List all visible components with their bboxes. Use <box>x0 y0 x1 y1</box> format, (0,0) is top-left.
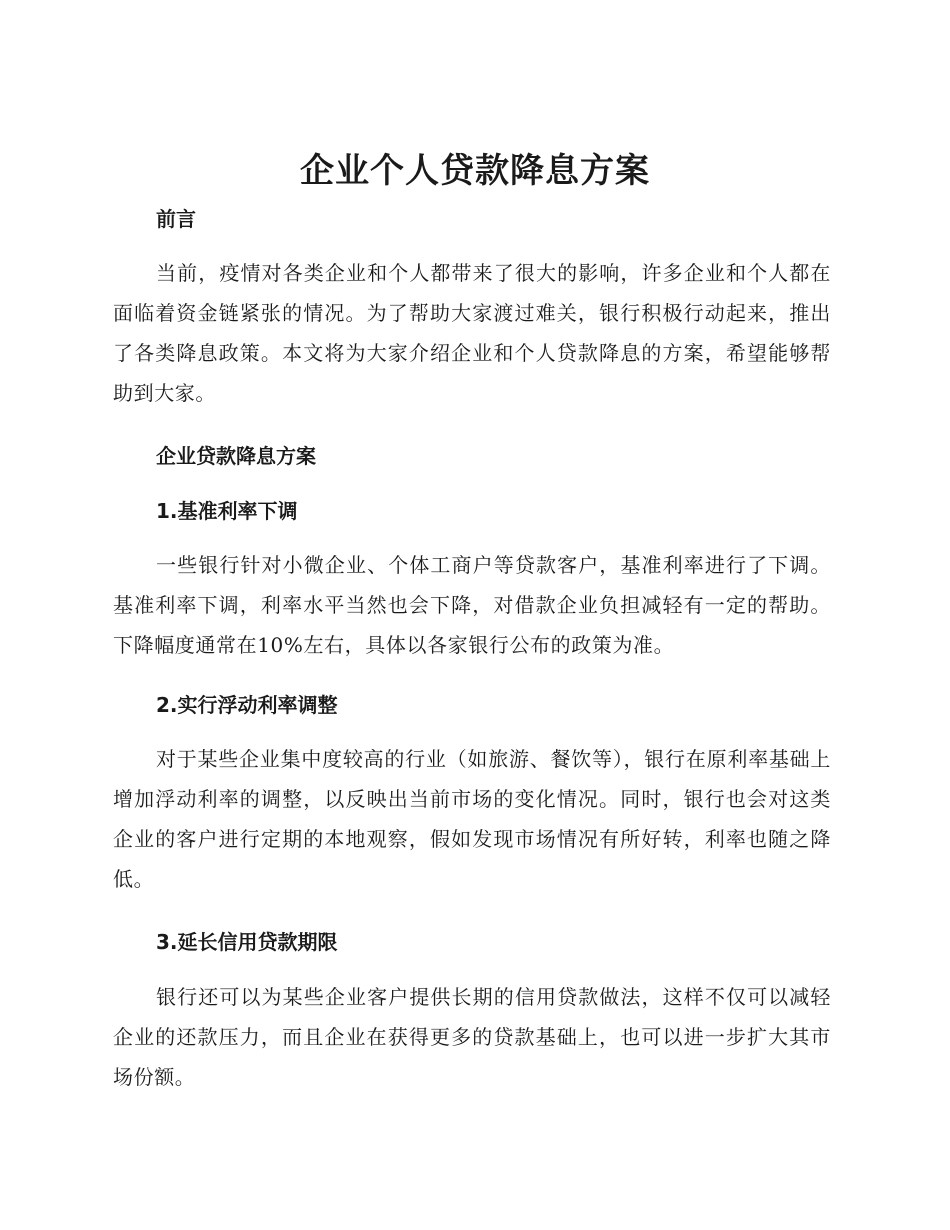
section-heading-extend-credit: 3.延长信用贷款期限 <box>156 930 338 954</box>
section-paragraph-rate-cut: 一些银行针对小微企业、个体工商户等贷款客户，基准利率进行了下调。基准利率下调，利率水平当然也会下降，对借款企业负担减轻有一定的帮助。下降幅度通常在10%左右，具体以各家银行公布的政策为准。 <box>113 553 831 657</box>
section-paragraph-floating-rate: 对于某些企业集中度较高的行业（如旅游、餐饮等），银行在原利率基础上增加浮动利率的调整，以反映出当前市场的变化情况。同时，银行也会对这类企业的客户进行定期的本地观察，假如发现市场情况有所好转，利率也随之降低。 <box>113 747 831 891</box>
section-paragraph-extend-credit: 银行还可以为某些企业客户提供长期的信用贷款做法，这样不仅可以减轻企业的还款压力，而且企业在获得更多的贷款基础上，也可以进一步扩大其市场份额。 <box>113 985 831 1089</box>
section-heading-floating-rate: 2.实行浮动利率调整 <box>156 693 338 717</box>
section-heading-preface: 前言 <box>156 207 196 231</box>
document-title: 企业个人贷款降息方案 <box>300 151 650 191</box>
section-paragraph-preface: 当前，疫情对各类企业和个人都带来了很大的影响，许多企业和个人都在面临着资金链紧张的情况。为了帮助大家渡过难关，银行积极行动起来，推出了各类降息政策。本文将为大家介绍企业和个人贷款降息的方案，希望能够帮助到大家。 <box>113 261 831 405</box>
section-heading-corporate-plan: 企业贷款降息方案 <box>156 444 316 468</box>
section-heading-rate-cut: 1.基准利率下调 <box>156 499 298 523</box>
